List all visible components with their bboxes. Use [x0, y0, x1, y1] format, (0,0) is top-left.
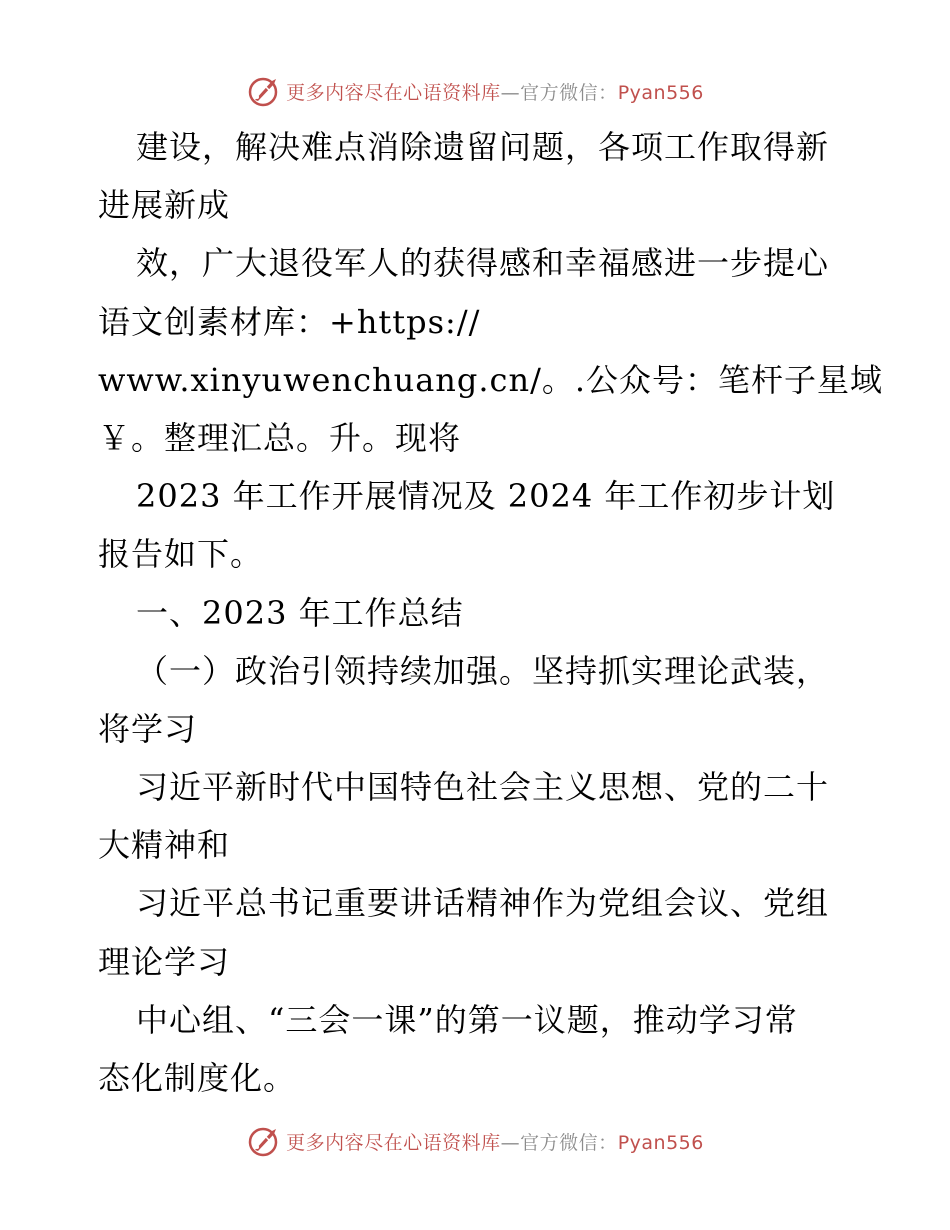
paragraph-line: 大精神和: [98, 826, 231, 865]
document-body: [98, 118, 884, 1107]
paragraph-line: 建设，解决难点消除遗留问题，各项工作取得新: [136, 128, 830, 166]
paragraph-line: ￥。整理汇总。升。现将: [98, 418, 462, 457]
paragraph-line: 效，广大退役军人的获得感和幸福感进一步提心: [136, 244, 830, 283]
paragraph-line: （一）政治引领持续加强。坚持抓实理论武装，: [136, 651, 830, 690]
section-heading: 一、2023 年工作总结: [136, 593, 464, 632]
paragraph-line: 将学习: [98, 709, 198, 748]
paragraph-line: 2023 年工作开展情况及 2024 年工作初步计划: [136, 477, 836, 516]
quill-pen-logo-icon: [246, 73, 282, 109]
quill-pen-logo-icon: [246, 1123, 282, 1159]
paragraph-line: 语文创素材库：+https://: [98, 302, 481, 341]
paragraph-line: 态化制度化。: [98, 1059, 297, 1097]
watermark-text: 更多内容尽在心语资料库—官方微信：Pyan556: [286, 81, 704, 104]
paragraph-line: 报告如下。: [98, 535, 264, 574]
watermark-text: 更多内容尽在心语资料库—官方微信：Pyan556: [286, 1131, 704, 1154]
header-watermark: [0, 71, 950, 111]
paragraph-line: 理论学习: [98, 942, 231, 981]
paragraph-line: 习近平新时代中国特色社会主义思想、党的二十: [136, 768, 830, 807]
paragraph-line: 中心组、“三会一课”的第一议题，推动学习常: [136, 1000, 798, 1039]
paragraph-line: www.xinyuwenchuang.cn/。.公众号：笔杆子星域: [98, 360, 884, 399]
paragraph-line: 习近平总书记重要讲话精神作为党组会议、党组: [136, 884, 830, 923]
paragraph-line: 进展新成: [98, 186, 231, 225]
footer-watermark: [0, 1121, 950, 1161]
